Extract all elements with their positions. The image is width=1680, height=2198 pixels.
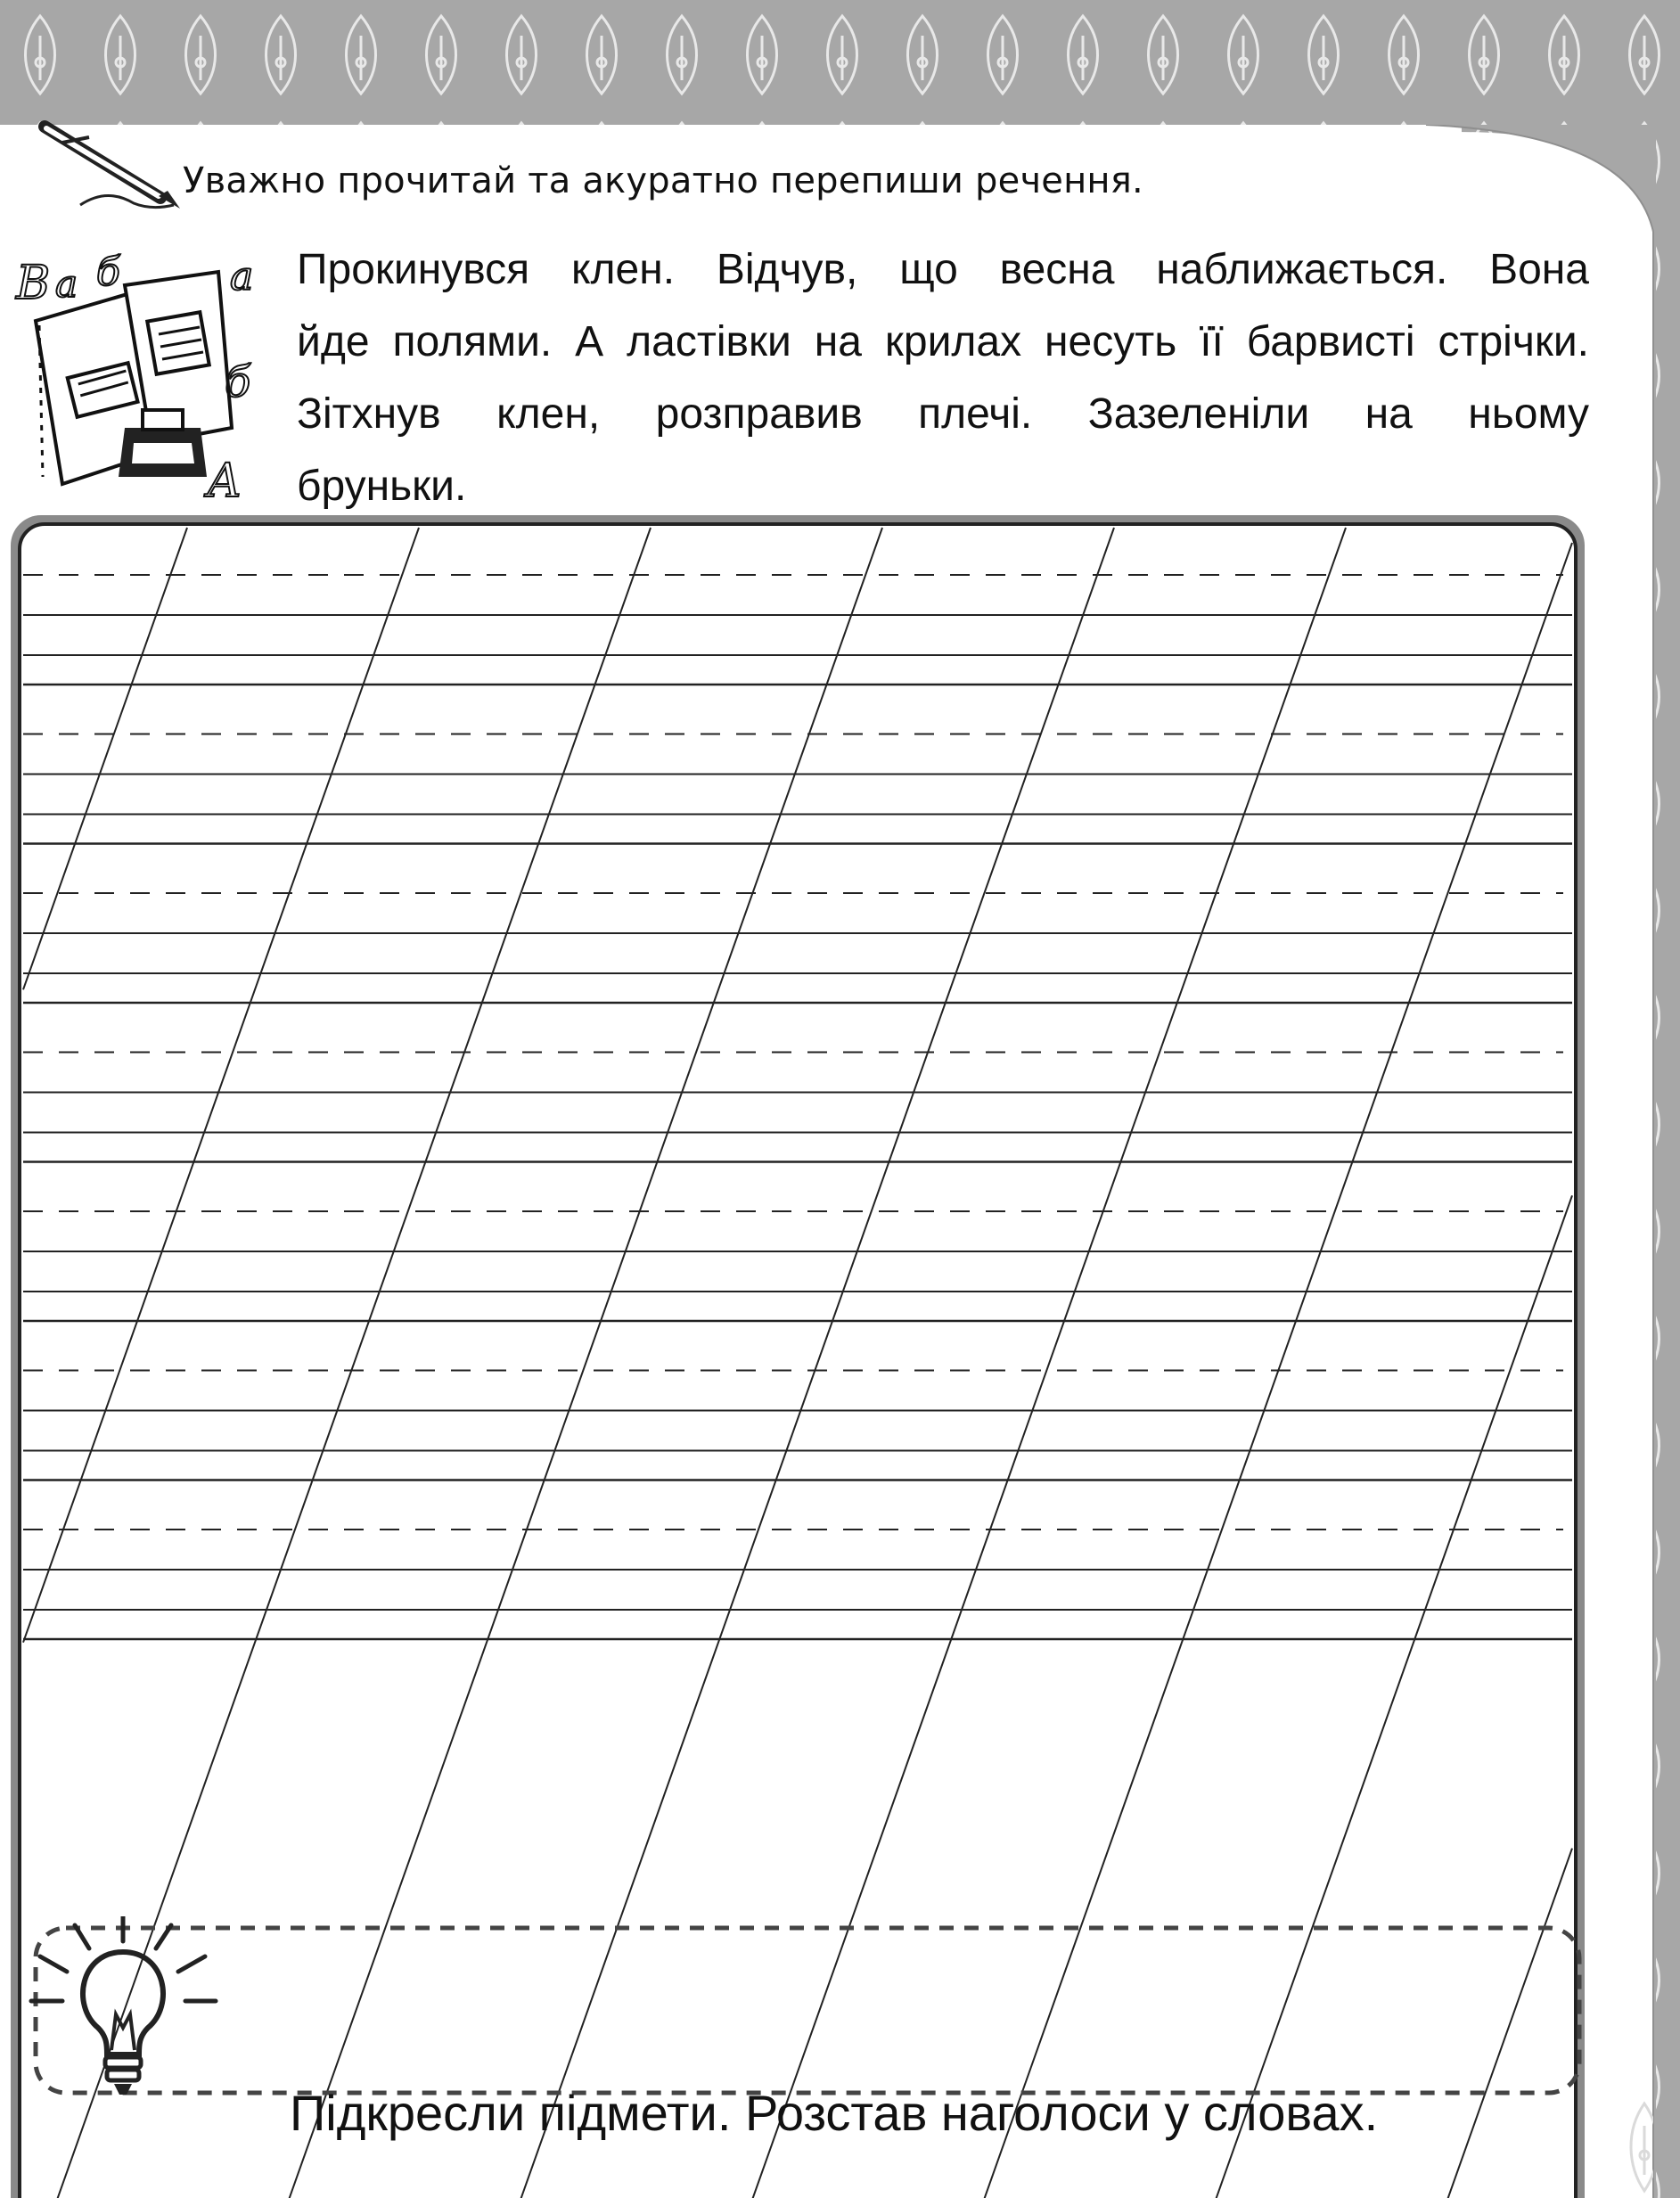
passage-line: Зітхнув клен, розправив плечі. Зазеленіли на ньому xyxy=(297,390,1589,438)
notebooks-ink-illustration xyxy=(9,236,276,504)
pen-icon xyxy=(27,116,187,214)
task-text: Підкресли підмети. Розстав наголоси у словах. xyxy=(290,2085,1379,2141)
illustration-letter: а xyxy=(230,254,254,299)
passage-line: бруньки. xyxy=(297,463,467,510)
illustration-letter: б xyxy=(225,357,251,407)
lightbulb-icon xyxy=(18,1916,232,2112)
reading-passage xyxy=(297,234,1589,522)
instruction-text: Уважно прочитай та акуратно перепиши речення. xyxy=(183,160,1143,201)
illustration-letter: А xyxy=(207,455,242,504)
passage-line: Прокинувся клен. Відчув, що весна наближається. Вона xyxy=(297,246,1589,293)
illustration-letter: В xyxy=(16,257,51,310)
passage-line: йде полями. А ластівки на крилах несуть її барвисті стрічки. xyxy=(297,318,1589,365)
illustration-letter: б xyxy=(96,250,120,295)
illustration-letter: а xyxy=(55,262,78,306)
